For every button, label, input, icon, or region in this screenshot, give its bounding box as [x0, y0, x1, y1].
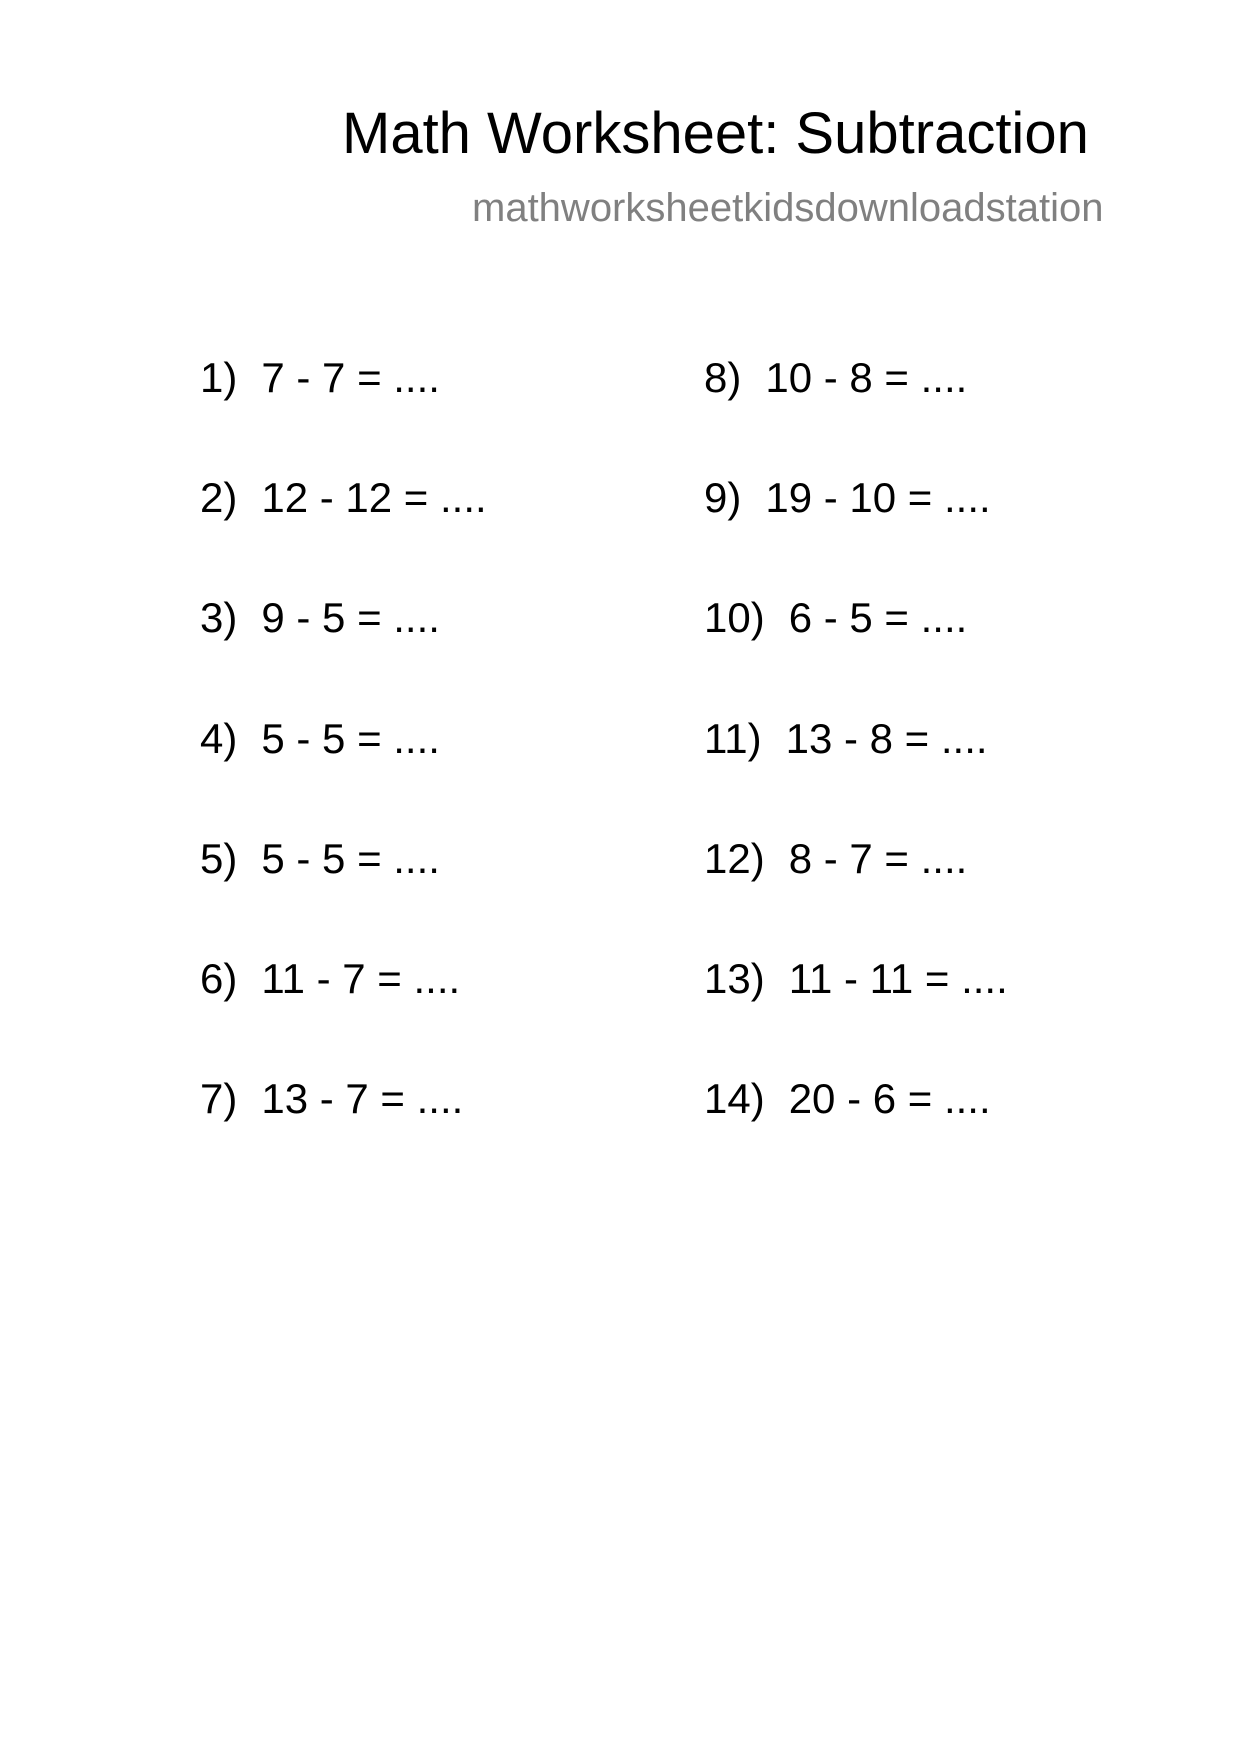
problem-item — [200, 592, 440, 644]
problem-expression: 19 - 10 = .... — [765, 474, 991, 521]
problem-item — [200, 833, 440, 885]
problem-item — [200, 713, 440, 765]
problem-item — [200, 953, 460, 1005]
problem-number: 8) — [704, 354, 742, 401]
problem-number: 7) — [200, 1075, 238, 1122]
problem-number: 4) — [200, 715, 238, 762]
problem-item — [704, 953, 1008, 1005]
problem-number: 1) — [200, 354, 238, 401]
problem-expression: 7 - 7 = .... — [261, 354, 440, 401]
problem-number: 11) — [704, 715, 762, 762]
problem-item — [200, 1073, 463, 1125]
problem-number: 13) — [704, 955, 765, 1002]
problem-expression: 5 - 5 = .... — [261, 835, 440, 882]
problem-item — [704, 472, 991, 524]
problem-expression: 5 - 5 = .... — [261, 715, 440, 762]
problem-expression: 9 - 5 = .... — [261, 594, 440, 641]
problem-expression: 20 - 6 = .... — [788, 1075, 991, 1122]
problem-number: 14) — [704, 1075, 765, 1122]
problem-item — [704, 713, 988, 765]
problem-number: 5) — [200, 835, 238, 882]
problem-expression: 8 - 7 = .... — [788, 835, 968, 882]
problem-expression: 6 - 5 = .... — [788, 594, 968, 641]
problem-expression: 13 - 8 = .... — [785, 715, 988, 762]
problem-expression: 11 - 11 = .... — [788, 955, 1008, 1002]
problem-item — [200, 352, 440, 404]
problem-number: 3) — [200, 594, 238, 641]
site-subtitle: mathworksheetkidsdownloadstation — [472, 186, 1104, 230]
problem-expression: 10 - 8 = .... — [765, 354, 968, 401]
problem-item — [704, 592, 967, 644]
problem-number: 6) — [200, 955, 238, 1002]
problem-item — [704, 1073, 991, 1125]
problem-item — [704, 352, 967, 404]
problem-number: 12) — [704, 835, 765, 882]
page-title: Math Worksheet: Subtraction — [342, 101, 1089, 166]
problem-expression: 12 - 12 = .... — [261, 474, 487, 521]
problem-expression: 11 - 7 = .... — [261, 955, 461, 1002]
problem-expression: 13 - 7 = .... — [261, 1075, 464, 1122]
problem-item — [704, 833, 967, 885]
problem-number: 10) — [704, 594, 765, 641]
problem-number: 9) — [704, 474, 742, 521]
problem-number: 2) — [200, 474, 238, 521]
problem-item — [200, 472, 487, 524]
